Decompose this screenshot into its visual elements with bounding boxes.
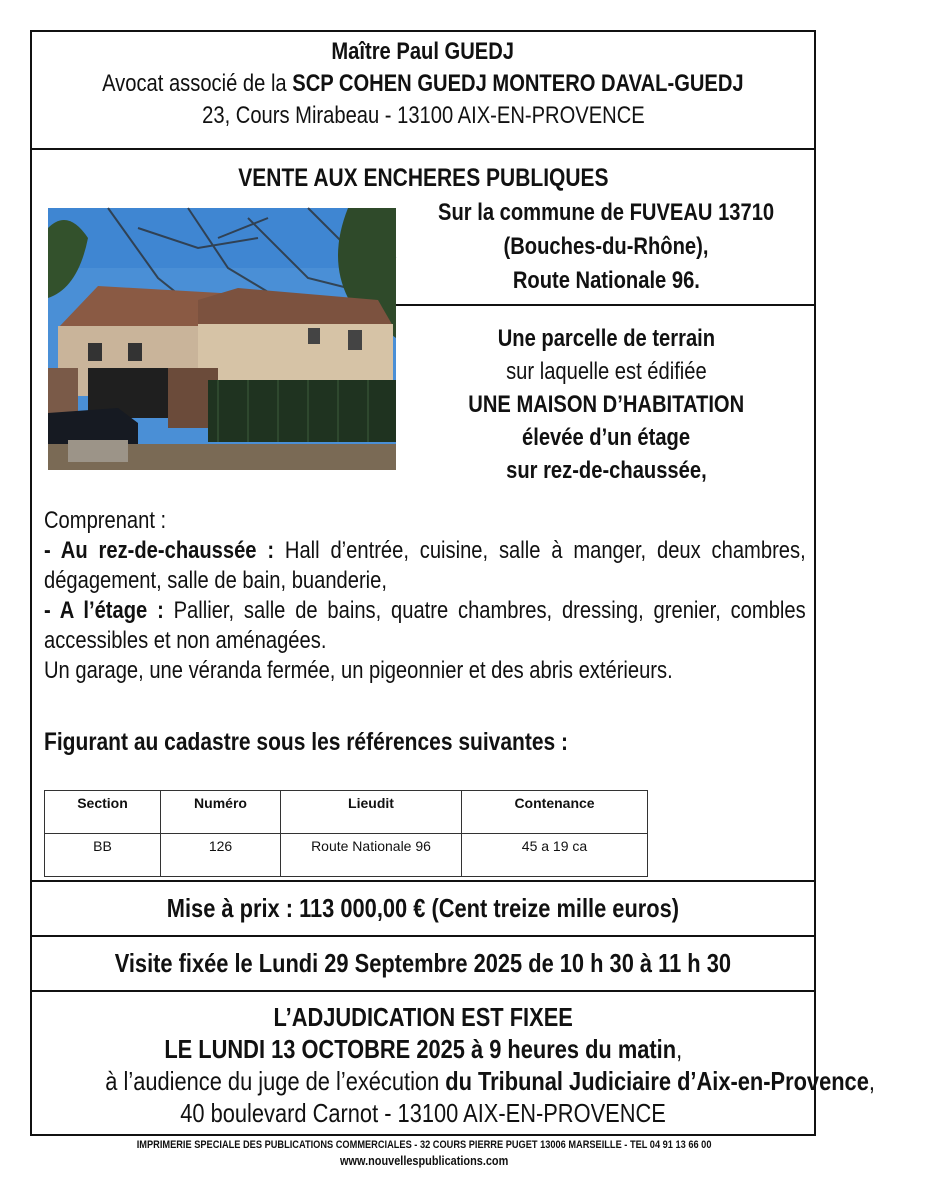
- details-intro: Comprenant :: [44, 507, 167, 534]
- cell-lieudit: Route Nationale 96: [281, 834, 462, 877]
- header-numero: Numéro: [161, 791, 281, 834]
- court-prefix: à l’audience du juge de l’exécution: [105, 1066, 446, 1096]
- adjudication-line-3: [105, 1066, 875, 1097]
- starting-price: Mise à prix : 113 000,00 € (Cent treize mille euros): [166, 893, 680, 923]
- lawyer-header: [32, 32, 814, 150]
- house-image: [48, 208, 396, 470]
- printer-info: IMPRIMERIE SPECIALE DES PUBLICATIONS COMMERCIALES - 32 COURS PIERRE PUGET 13006 MARSEILLE - TEL 04 91 13 66 00: [136, 1139, 712, 1151]
- header-contenance: Contenance: [462, 791, 648, 834]
- property-line-2: sur laquelle est édifiée: [505, 358, 707, 385]
- upper-floor-label: - A l’étage :: [44, 597, 164, 624]
- website-link[interactable]: www.nouvellespublications.com: [339, 1153, 509, 1168]
- adjudication-line-2: [164, 1034, 682, 1065]
- location-line-3: Route Nationale 96.: [512, 267, 700, 294]
- adjudication-date: LE LUNDI 13 OCTOBRE 2025 à 9 heures du matin: [164, 1034, 676, 1064]
- cadastre-title: Figurant au cadastre sous les références suivantes :: [44, 728, 569, 756]
- lawyer-name: Maître Paul GUEDJ: [331, 38, 515, 65]
- court-address: 40 boulevard Carnot - 13100 AIX-EN-PROVENCE: [180, 1098, 666, 1128]
- cell-section: BB: [45, 834, 161, 877]
- adjudication-section: [32, 990, 875, 1136]
- notice-frame: [30, 30, 875, 1136]
- location-line-2: (Bouches-du-Rhône),: [503, 233, 709, 260]
- upper-floor-text: Pallier, salle de bains, quatre chambres, dressing, grenier, combles accessibles et non aménagées.: [44, 597, 806, 654]
- details-ground-floor: [44, 536, 806, 596]
- ground-floor-label: - Au rez-de-chaussée :: [44, 537, 275, 564]
- cadastre-table: [44, 790, 648, 877]
- property-line-3: UNE MAISON D’HABITATION: [468, 391, 744, 418]
- cell-contenance: 45 a 19 ca: [462, 834, 648, 877]
- property-line-5: sur rez-de-chaussée,: [505, 457, 707, 484]
- sale-title: VENTE AUX ENCHERES PUBLIQUES: [237, 164, 609, 192]
- firm-address: 23, Cours Mirabeau - 13100 AIX-EN-PROVENCE: [201, 102, 645, 129]
- property-line-1: Une parcelle de terrain: [497, 325, 715, 352]
- table-row: [45, 834, 648, 877]
- visit-band: [32, 935, 814, 990]
- sale-location: [396, 196, 816, 306]
- firm-prefix: Avocat associé de la: [102, 70, 293, 97]
- court-name: du Tribunal Judiciaire d’Aix-en-Provence: [445, 1066, 869, 1096]
- property-description: [396, 322, 816, 487]
- adjudication-date-punct: ,: [675, 1034, 682, 1064]
- location-line-1: Sur la commune de FUVEAU 13710: [437, 199, 775, 226]
- table-header-row: [45, 791, 648, 834]
- details-upper-floor: [44, 596, 806, 656]
- visit-date: Visite fixée le Lundi 29 Septembre 2025 de 10 h 30 à 11 h 30: [114, 948, 732, 978]
- adjudication-line-1: L’ADJUDICATION EST FIXEE: [273, 1002, 573, 1032]
- header-section: Section: [45, 791, 161, 834]
- ground-floor-text: Hall d’entrée, cuisine, salle à manger, deux chambres, dégagement, salle de bain, buanderie,: [44, 537, 806, 594]
- court-punct: ,: [868, 1066, 875, 1096]
- firm-name: SCP COHEN GUEDJ MONTERO DAVAL-GUEDJ: [292, 70, 744, 97]
- cell-numero: 126: [161, 834, 281, 877]
- property-line-4: élevée d’un étage: [521, 424, 691, 451]
- property-photo: [48, 208, 396, 470]
- details-extras: Un garage, une véranda fermée, un pigeonnier et des abris extérieurs.: [44, 657, 673, 684]
- price-band: [32, 880, 814, 935]
- firm-line: [102, 70, 744, 98]
- header-lieudit: Lieudit: [281, 791, 462, 834]
- printer-footer: [0, 1138, 848, 1170]
- property-details: [44, 506, 806, 686]
